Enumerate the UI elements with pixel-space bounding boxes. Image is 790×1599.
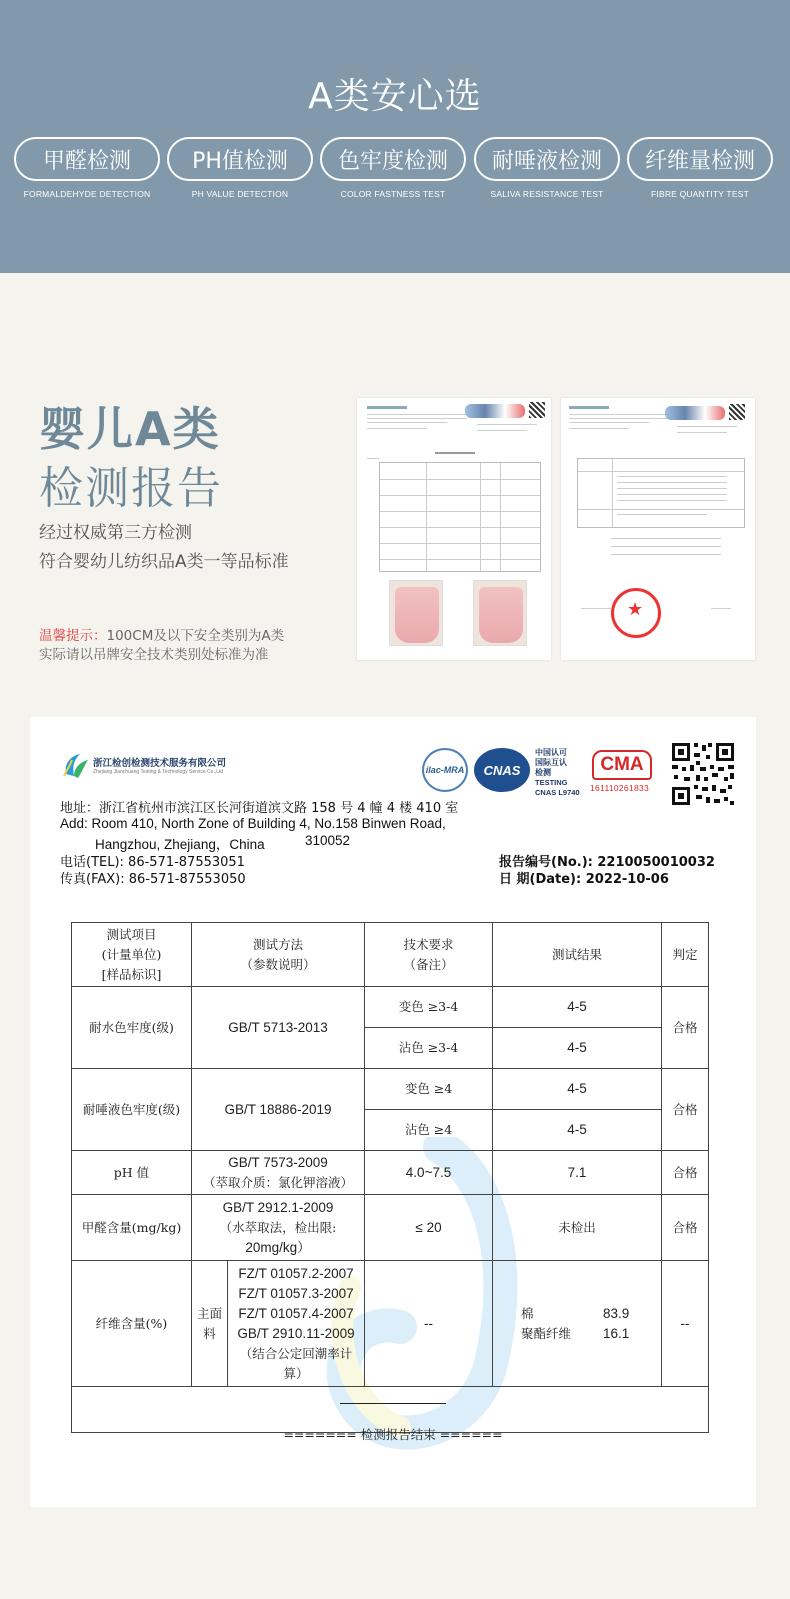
saliva-judge: 合格 [662, 1069, 709, 1151]
fax: 传真(FAX): 86-571-87553050 [60, 872, 246, 887]
saliva-method: GB/T 18886-2019 [192, 1069, 365, 1151]
ph-req: 4.0~7.5 [365, 1151, 493, 1195]
water-res-a: 4-5 [493, 987, 662, 1028]
table-row [72, 1261, 709, 1387]
address-cn: 地址：浙江省杭州市滨江区长河街道滨文路 158 号 4 幢 4 楼 410 室 [60, 801, 459, 816]
qr-code-icon [670, 741, 736, 807]
ph-item: pH 值 [72, 1151, 192, 1195]
report-end-text: ======= 检测报告结束 ====== [283, 1427, 503, 1442]
tip-label: 温馨提示： [39, 628, 107, 644]
table-end-line [340, 1403, 446, 1404]
header-requirement: 技术要求 （备注） [365, 923, 493, 987]
cnas-badge-text: 中国认可 国际互认 检测 TESTING CNAS L9740 [535, 748, 580, 797]
fiber-res: 棉 83.9 聚酯纤维 16.1 [493, 1261, 662, 1387]
water-req-a: 变色 ≥3-4 [365, 987, 493, 1028]
intro-title-line2: 检测报告 [39, 463, 223, 514]
water-req-b: 沾色 ≥3-4 [365, 1028, 493, 1069]
saliva-res-b: 4-5 [493, 1110, 662, 1151]
test-pill-formaldehyde: 甲醛检测 [14, 137, 160, 181]
fiber-req: -- [365, 1261, 493, 1387]
test-results-table [71, 922, 709, 1433]
formaldehyde-req: ≤ 20 [365, 1195, 493, 1261]
report-number: 报告编号(No.): 2210050010032 [499, 855, 715, 870]
test-report-card [30, 717, 756, 1507]
intro-tip-line2: 实际请以吊牌安全技术类别处标准为准 [39, 647, 269, 663]
test-pill-color-fastness: 色牢度检测 [320, 137, 466, 181]
saliva-res-a: 4-5 [493, 1069, 662, 1110]
ilac-mra-badge: ilac-MRA [422, 748, 468, 792]
intro-title-line1: 婴儿A类 [39, 402, 221, 456]
intro-tip-line1 [39, 624, 284, 644]
formaldehyde-method: GB/T 2912.1-2009 （水萃取法，检出限: 20mg/kg） [192, 1195, 365, 1261]
cma-number: 161110261833 [590, 783, 650, 793]
test-pill-saliva-sub: SALIVA RESISTANCE TEST [490, 189, 604, 199]
test-pill-fibre-sub: FIBRE QUANTITY TEST [651, 189, 749, 199]
cma-badge: CMA [592, 750, 652, 780]
postcode: 310052 [305, 833, 351, 848]
fiber-method: FZ/T 01057.2-2007 FZ/T 01057.3-2007 FZ/T 01057.4-2007 GB/T 2910.11-2009 （结合公定回潮率计 算） [228, 1261, 365, 1387]
report-thumbnail-page2 [561, 398, 755, 660]
seal-icon [611, 588, 661, 638]
test-pill-formaldehyde-sub: FORMALDEHYDE DETECTION [23, 189, 151, 199]
header-judge: 判定 [662, 923, 709, 987]
tel: 电话(TEL): 86-571-87553051 [60, 855, 245, 870]
saliva-item: 耐唾液色牢度(级) [72, 1069, 192, 1151]
intro-desc-line1: 经过权威第三方检测 [39, 523, 192, 543]
fiber-part: 主面 料 [192, 1261, 228, 1387]
table-row [72, 1069, 709, 1110]
hero-banner [0, 0, 790, 273]
fiber-item: 纤维含量(%) [72, 1261, 192, 1387]
water-item: 耐水色牢度(级) [72, 987, 192, 1069]
water-method: GB/T 5713-2013 [192, 987, 365, 1069]
table-row [72, 1151, 709, 1195]
ph-judge: 合格 [662, 1151, 709, 1195]
intro-desc-line2: 符合婴幼儿纺织品A类一等品标准 [39, 552, 289, 572]
test-pill-ph-sub: PH VALUE DETECTION [191, 189, 289, 199]
fiber-judge: -- [662, 1261, 709, 1387]
saliva-req-b: 沾色 ≥4 [365, 1110, 493, 1151]
formaldehyde-item: 甲醛含量(mg/kg) [72, 1195, 192, 1261]
formaldehyde-judge: 合格 [662, 1195, 709, 1261]
hero-title: A类安心选 [308, 76, 482, 117]
company-name: 浙江检创检测技术服务有限公司 [93, 758, 227, 769]
report-thumbnail-page1 [357, 398, 551, 660]
saliva-req-a: 变色 ≥4 [365, 1069, 493, 1110]
address-en-line2: Hangzhou, Zhejiang，China [95, 837, 265, 852]
cnas-badge: CNAS [474, 748, 530, 792]
test-pill-fibre: 纤维量检测 [627, 137, 773, 181]
test-pill-saliva: 耐唾液检测 [474, 137, 620, 181]
header-item: 测试项目 (计量单位) [样品标识] [72, 923, 192, 987]
header-method: 测试方法 （参数说明） [192, 923, 365, 987]
table-header-row [72, 923, 709, 987]
company-name-en: Zhejiang Jianchuang Testing & Technology Service Co.,Ltd [93, 769, 224, 775]
test-pill-color-fastness-sub: COLOR FASTNESS TEST [340, 189, 446, 199]
address-en-line1: Add: Room 410, North Zone of Building 4, No.158 Binwen Road, [60, 816, 446, 831]
table-row [72, 987, 709, 1028]
formaldehyde-res: 未检出 [493, 1195, 662, 1261]
company-logo-icon [60, 748, 92, 780]
header-result: 测试结果 [493, 923, 662, 987]
test-pill-ph: PH值检测 [167, 137, 313, 181]
water-res-b: 4-5 [493, 1028, 662, 1069]
report-date: 日 期(Date): 2022-10-06 [499, 872, 669, 887]
water-judge: 合格 [662, 987, 709, 1069]
ph-method: GB/T 7573-2009 （萃取介质：氯化钾溶液） [192, 1151, 365, 1195]
ph-res: 7.1 [493, 1151, 662, 1195]
table-row [72, 1195, 709, 1261]
tip-text-1: 100CM及以下安全类别为A类 [106, 628, 285, 644]
